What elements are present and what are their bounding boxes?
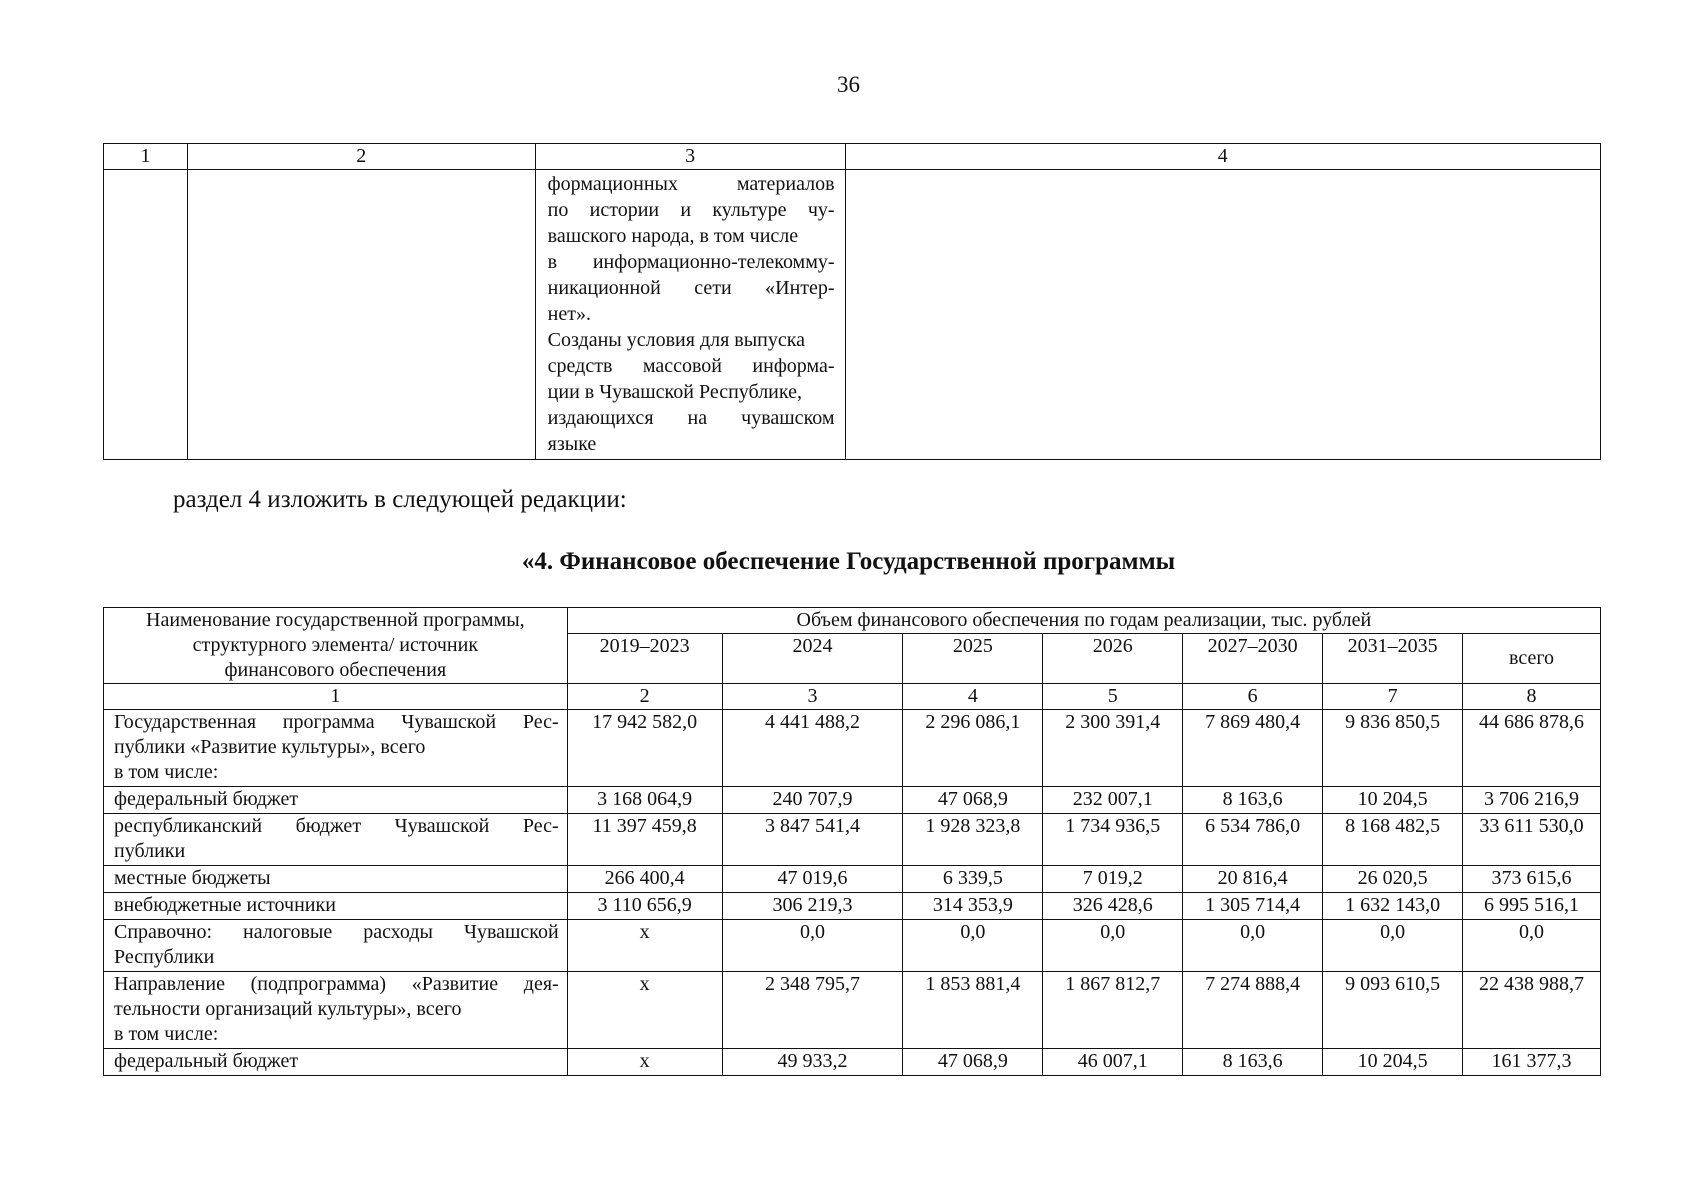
value-cell: 47 068,9 <box>903 1049 1043 1076</box>
column-number: 2 <box>567 684 722 710</box>
finance-row <box>104 866 1601 893</box>
value-cell: 326 428,6 <box>1043 893 1183 920</box>
finance-row <box>104 972 1601 1049</box>
cell-col2 <box>187 170 535 460</box>
row-name <box>104 787 568 814</box>
value-cell: 20 816,4 <box>1183 866 1323 893</box>
value-cell: 26 020,5 <box>1323 866 1463 893</box>
row-name-line: публики <box>114 840 186 862</box>
row-name-line: республиканский бюджет Чувашской Рес- <box>114 815 559 837</box>
row-name <box>104 710 568 787</box>
row-name-line: в том числе: <box>114 1023 219 1045</box>
value-cell: 266 400,4 <box>567 866 722 893</box>
volume-header: Объем финансового обеспечения по годам реализации, тыс. рублей <box>567 608 1600 634</box>
finance-row <box>104 710 1601 787</box>
section-heading: «4. Финансовое обеспечение Государственной программы <box>521 548 1176 575</box>
column-number: 1 <box>104 684 568 710</box>
value-cell: 1 853 881,4 <box>903 972 1043 1049</box>
header-line: Наименование государственной программы, <box>146 609 525 631</box>
text-line: нет». <box>547 303 591 325</box>
continuation-table <box>103 143 1601 460</box>
row-name-line: Направление (подпрограмма) «Развитие дея- <box>114 973 559 995</box>
value-cell: 0,0 <box>1183 920 1323 972</box>
value-cell: x <box>567 1049 722 1076</box>
value-cell: 10 204,5 <box>1323 787 1463 814</box>
text-line: издающихся на чувашском <box>547 407 835 429</box>
value-cell: 9 093 610,5 <box>1323 972 1463 1049</box>
row-name <box>104 1049 568 1076</box>
header-line: финансового обеспечения <box>224 659 447 681</box>
value-cell: 232 007,1 <box>1043 787 1183 814</box>
cell-col3-text <box>535 170 845 460</box>
row-name-line: Государственная программа Чувашской Рес- <box>114 711 559 733</box>
finance-table-body <box>104 710 1601 1076</box>
value-cell: 1 867 812,7 <box>1043 972 1183 1049</box>
year-header: 2026 <box>1043 634 1183 684</box>
row-name-line: Республики <box>114 946 215 968</box>
continuation-table-row <box>104 170 1601 460</box>
finance-row <box>104 1049 1601 1076</box>
value-cell: 1 632 143,0 <box>1323 893 1463 920</box>
value-cell: 6 534 786,0 <box>1183 814 1323 866</box>
finance-row <box>104 814 1601 866</box>
col-number-1: 1 <box>104 144 188 170</box>
column-number: 5 <box>1043 684 1183 710</box>
name-header-lines <box>104 608 567 683</box>
finance-row <box>104 920 1601 972</box>
value-cell: 7 019,2 <box>1043 866 1183 893</box>
cell-col1 <box>104 170 188 460</box>
value-cell: 49 933,2 <box>722 1049 903 1076</box>
page-number: 36 <box>837 72 860 97</box>
column-number-row <box>104 684 1601 710</box>
value-cell: 8 163,6 <box>1183 787 1323 814</box>
column-number: 4 <box>903 684 1043 710</box>
value-cell: 47 068,9 <box>903 787 1043 814</box>
text-line: в информационно-телекомму- <box>547 251 835 273</box>
value-cell: 240 707,9 <box>722 787 903 814</box>
value-cell: 11 397 459,8 <box>567 814 722 866</box>
value-cell: 306 219,3 <box>722 893 903 920</box>
value-cell: 10 204,5 <box>1323 1049 1463 1076</box>
text-line: никационной сети «Интер- <box>547 277 835 299</box>
value-cell: 4 441 488,2 <box>722 710 903 787</box>
column-number: 7 <box>1323 684 1463 710</box>
value-cell: 0,0 <box>903 920 1043 972</box>
row-name <box>104 920 568 972</box>
value-cell: 33 611 530,0 <box>1463 814 1601 866</box>
value-cell: 373 615,6 <box>1463 866 1601 893</box>
value-cell: 44 686 878,6 <box>1463 710 1601 787</box>
row-name-line: в том числе: <box>114 761 219 783</box>
row-name <box>104 866 568 893</box>
value-cell: 9 836 850,5 <box>1323 710 1463 787</box>
value-cell: 7 869 480,4 <box>1183 710 1323 787</box>
name-header <box>104 608 568 684</box>
finance-row <box>104 787 1601 814</box>
value-cell: 0,0 <box>1463 920 1601 972</box>
intro-text: раздел 4 изложить в следующей редакции: <box>173 486 627 513</box>
row-name <box>104 893 568 920</box>
text-line: ции в Чувашской Республике, <box>547 381 802 403</box>
value-cell: 0,0 <box>722 920 903 972</box>
year-header: 2031–2035 <box>1323 634 1463 684</box>
value-cell: 8 168 482,5 <box>1323 814 1463 866</box>
col-number-2: 2 <box>187 144 535 170</box>
value-cell: 3 168 064,9 <box>567 787 722 814</box>
year-header: 2024 <box>722 634 903 684</box>
value-cell: 161 377,3 <box>1463 1049 1601 1076</box>
value-cell: 0,0 <box>1323 920 1463 972</box>
value-cell: 47 019,6 <box>722 866 903 893</box>
value-cell: x <box>567 920 722 972</box>
cell-col3-lines <box>548 171 835 457</box>
year-header: 2027–2030 <box>1183 634 1323 684</box>
row-name <box>104 814 568 866</box>
header-line: структурного элемента/ источник <box>192 634 479 656</box>
continuation-table-header <box>104 144 1601 170</box>
text-line: средств массовой информа- <box>547 355 835 377</box>
row-name-line: внебюджетные источники <box>114 894 336 916</box>
finance-header-row-1 <box>104 608 1601 634</box>
finance-row <box>104 893 1601 920</box>
value-cell: 3 706 216,9 <box>1463 787 1601 814</box>
row-name <box>104 972 568 1049</box>
value-cell: 1 928 323,8 <box>903 814 1043 866</box>
row-name-line: тельности организаций культуры», всего <box>114 998 462 1020</box>
value-cell: 22 438 988,7 <box>1463 972 1601 1049</box>
text-line: языке <box>547 433 597 455</box>
value-cell: 6 339,5 <box>903 866 1043 893</box>
column-number: 6 <box>1183 684 1323 710</box>
row-name-line: федеральный бюджет <box>114 1050 299 1072</box>
row-name-line: местные бюджеты <box>114 867 271 889</box>
value-cell: 3 110 656,9 <box>567 893 722 920</box>
value-cell: 46 007,1 <box>1043 1049 1183 1076</box>
value-cell: 6 995 516,1 <box>1463 893 1601 920</box>
total-header: всего <box>1463 634 1601 684</box>
value-cell: 17 942 582,0 <box>567 710 722 787</box>
year-header: 2019–2023 <box>567 634 722 684</box>
value-cell: x <box>567 972 722 1049</box>
value-cell: 3 847 541,4 <box>722 814 903 866</box>
text-line: Созданы условия для выпуска <box>547 329 806 351</box>
row-name-line: публики «Развитие культуры», всего <box>114 736 426 758</box>
text-line: формационных материалов <box>547 173 835 195</box>
value-cell: 2 348 795,7 <box>722 972 903 1049</box>
col-number-3: 3 <box>535 144 845 170</box>
value-cell: 0,0 <box>1043 920 1183 972</box>
text-line: вашского народа, в том числе <box>547 225 799 247</box>
value-cell: 314 353,9 <box>903 893 1043 920</box>
row-name-line: Справочно: налоговые расходы Чувашской <box>114 921 559 943</box>
cell-col4 <box>845 170 1600 460</box>
column-number: 3 <box>722 684 903 710</box>
column-number: 8 <box>1463 684 1601 710</box>
finance-table <box>103 607 1601 1076</box>
text-line: по истории и культуре чу- <box>547 199 835 221</box>
value-cell: 8 163,6 <box>1183 1049 1323 1076</box>
value-cell: 2 296 086,1 <box>903 710 1043 787</box>
value-cell: 2 300 391,4 <box>1043 710 1183 787</box>
value-cell: 1 734 936,5 <box>1043 814 1183 866</box>
col-number-4: 4 <box>845 144 1600 170</box>
row-name-line: федеральный бюджет <box>114 788 299 810</box>
value-cell: 7 274 888,4 <box>1183 972 1323 1049</box>
value-cell: 1 305 714,4 <box>1183 893 1323 920</box>
year-header: 2025 <box>903 634 1043 684</box>
